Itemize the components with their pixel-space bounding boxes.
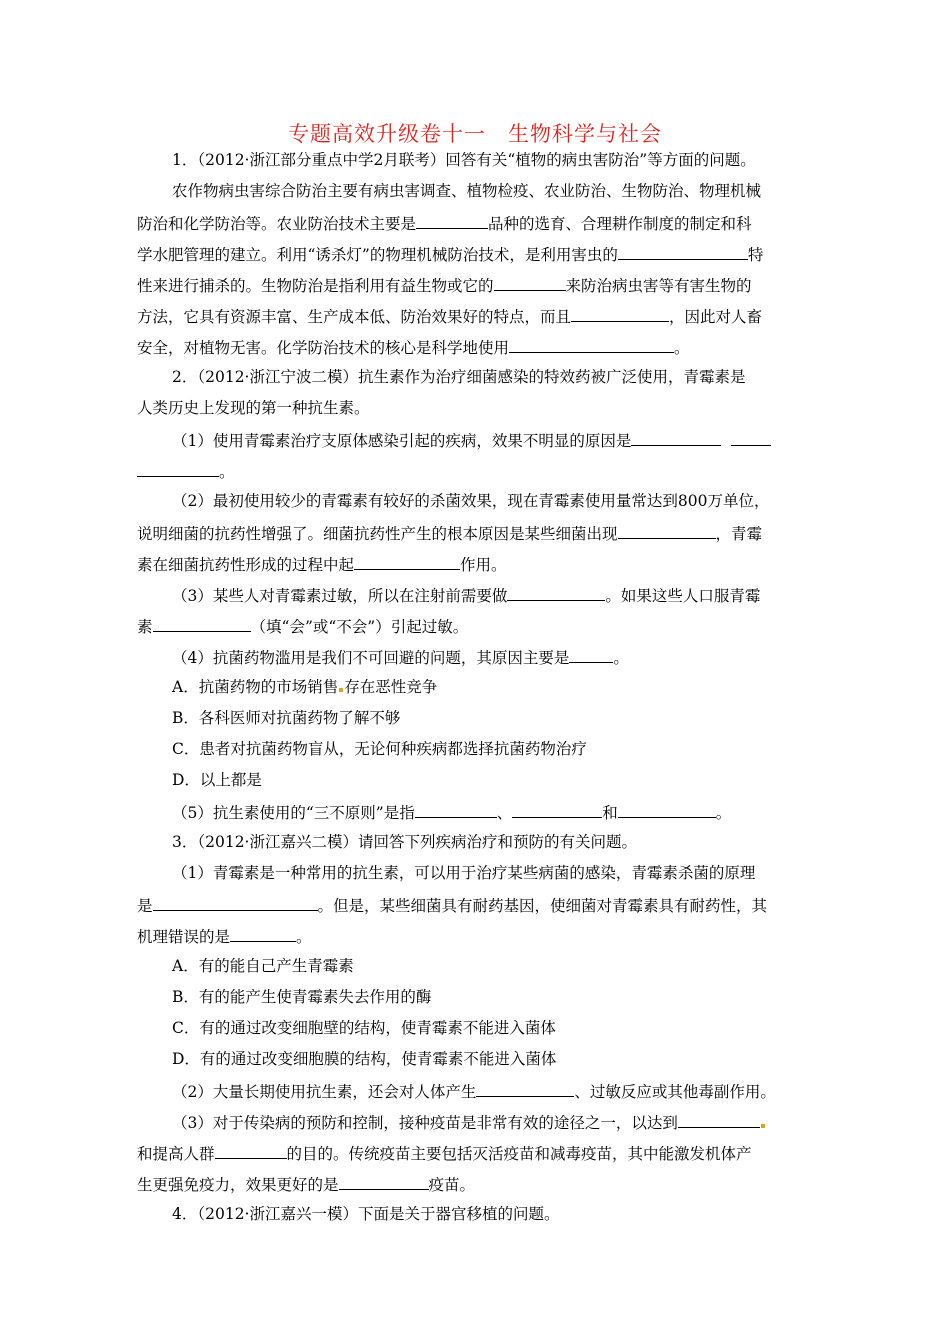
answer-blank[interactable] <box>354 553 460 570</box>
option-c: C．患者对抗菌药物盲从，无论何种疾病都选择抗菌药物治疗 <box>172 740 587 758</box>
q3-part-3: （3）对于传染病的预防和控制，接种疫苗是非常有效的途径之一，以达到 <box>172 1111 766 1133</box>
q2-part-2: （2）最初使用较少的青霉素有较好的杀菌效果，现在青霉素使用量常达到800万单位， <box>172 492 770 510</box>
marker-dot-icon <box>339 688 343 692</box>
q1-line: 学水肥管理的建立。利用“诱杀灯”的物理机械防治技术，是利用害虫的 特 <box>137 243 763 265</box>
page-title: 专题高效升级卷十一 生物科学与社会 <box>288 122 662 146</box>
q2-part-5: （5）抗生素使用的“三不原则”是指 、 和 。 <box>172 801 731 823</box>
answer-blank[interactable] <box>153 894 318 911</box>
q2-part-2-cont: 素在细菌抗药性形成的过程中起 作用。 <box>137 553 507 575</box>
answer-blank[interactable] <box>631 429 721 446</box>
q1-heading: 1．（2012·浙江部分重点中学2月联考）回答有关“植物的病虫害防治”等方面的问题。 <box>172 151 756 169</box>
answer-blank[interactable] <box>509 336 674 353</box>
q2-part-3-cont: 素 （填“会”或“不会”）引起过敏。 <box>137 615 468 637</box>
q2-line: 人类历史上发现的第一种抗生素。 <box>137 399 370 417</box>
answer-blank[interactable] <box>569 646 613 663</box>
answer-blank[interactable] <box>678 1111 760 1128</box>
answer-blank[interactable] <box>618 801 716 818</box>
q3-heading: 3．（2012·浙江嘉兴二模）请回答下列疾病治疗和预防的有关问题。 <box>172 833 637 851</box>
q4-heading: 4．（2012·浙江嘉兴一模）下面是关于器官移植的问题。 <box>172 1205 560 1223</box>
marker-dot-icon <box>761 1124 765 1128</box>
q1-line: 性来进行捕杀的。生物防治是指利用有益生物或它的 来防治病虫害等有害生物的 <box>137 274 752 296</box>
q2-heading: 2．（2012·浙江宁波二模）抗生素作为治疗细菌感染的特效药被广泛使用，青霉素是 <box>172 368 746 386</box>
option-b: B．有的能产生使青霉素失去作用的酶 <box>172 988 432 1006</box>
answer-blank[interactable] <box>512 801 602 818</box>
answer-blank[interactable] <box>215 1142 287 1159</box>
option-a: A．有的能自己产生青霉素 <box>172 957 354 975</box>
answer-blank[interactable] <box>618 522 716 539</box>
q1-line: 安全，对植物无害。化学防治技术的核心是科学地使用 。 <box>137 336 690 358</box>
q3-part-3-cont: 生更强免疫力，效果更好的是 疫苗。 <box>137 1173 475 1195</box>
answer-blank[interactable] <box>618 243 748 260</box>
answer-blank[interactable] <box>137 460 219 477</box>
option-a: A．抗菌药物的市场销售 存在恶性竞争 <box>172 678 438 696</box>
answer-blank[interactable] <box>476 1080 574 1097</box>
q1-line: 防治和化学防治等。农业防治技术主要是 品种的选育、合理耕作制度的制定和科 <box>137 212 752 234</box>
q2-part-3: （3）某些人对青霉素过敏，所以在注射前需要做 。如果这些人口服青霉 <box>172 584 760 606</box>
q1-line: 农作物病虫害综合防治主要有病虫害调查、植物检疫、农业防治、生物防治、物理机械 <box>172 182 762 200</box>
answer-blank[interactable] <box>494 274 566 291</box>
option-b: B．各科医师对抗菌药物了解不够 <box>172 709 401 727</box>
answer-blank[interactable] <box>415 801 497 818</box>
answer-blank[interactable] <box>339 1173 429 1190</box>
option-c: C．有的通过改变细胞壁的结构，使青霉素不能进入菌体 <box>172 1019 556 1037</box>
option-d: D．有的通过改变细胞膜的结构，使青霉素不能进入菌体 <box>172 1050 557 1068</box>
q1-line: 方法，它具有资源丰富、生产成本低、防治效果好的特点，而且 ，因此对人畜 <box>137 305 762 327</box>
q3-part-3-cont: 和提高人群 的目的。传统疫苗主要包括灭活疫苗和减毒疫苗，其中能激发机体产 <box>137 1142 752 1164</box>
answer-blank[interactable] <box>153 615 251 632</box>
q2-part-1-cont: 。 <box>137 460 235 482</box>
q3-part-1: （1）青霉素是一种常用的抗生素，可以用于治疗某些病菌的感染，青霉素杀菌的原理 <box>172 864 756 882</box>
q2-part-2-cont: 说明细菌的抗药性增强了。细菌抗药性产生的根本原因是某些细菌出现 ，青霉 <box>137 522 762 544</box>
q3-part-1-cont: 是 。但是，某些细菌具有耐药基因，使细菌对青霉素具有耐药性，其 <box>137 894 767 916</box>
q2-part-1: （1）使用青霉素治疗支原体感染引起的疾病，效果不明显的原因是 <box>172 429 771 451</box>
q2-part-4: （4）抗菌药物滥用是我们不可回避的问题，其原因主要是 。 <box>172 646 629 668</box>
answer-blank[interactable] <box>571 305 669 322</box>
answer-blank[interactable] <box>731 429 771 446</box>
q3-part-2: （2）大量长期使用抗生素，还会对人体产生 、过敏反应或其他毒副作用。 <box>172 1080 776 1102</box>
answer-blank[interactable] <box>416 212 488 229</box>
option-d: D．以上都是 <box>172 771 262 789</box>
answer-blank[interactable] <box>507 584 605 601</box>
answer-blank[interactable] <box>230 925 296 942</box>
q3-part-1-cont: 机理错误的是 。 <box>137 925 312 947</box>
